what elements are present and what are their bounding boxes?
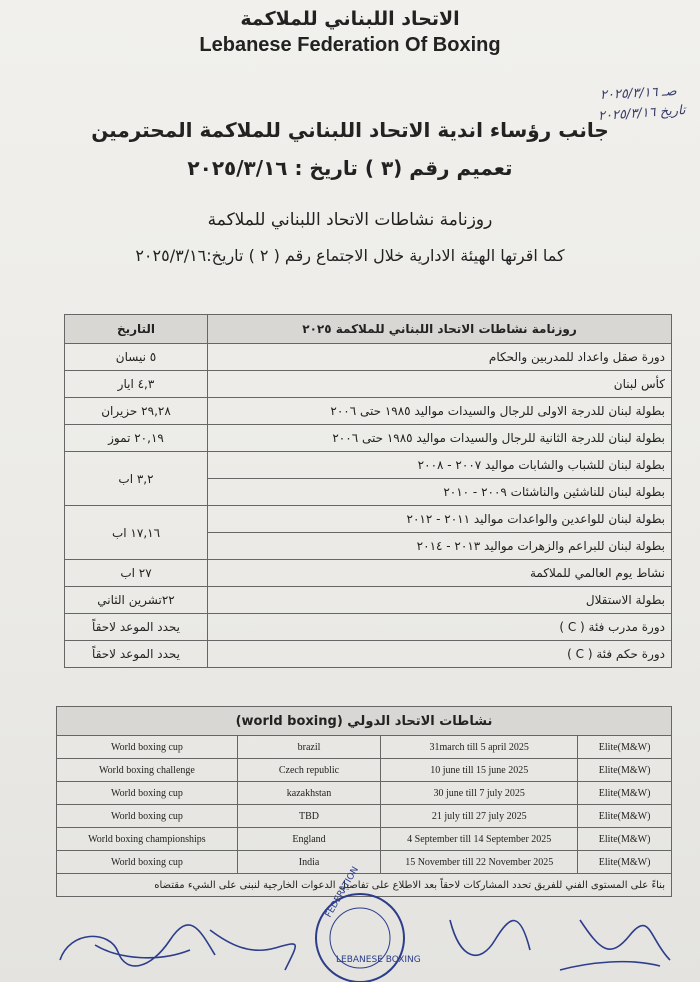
dates-cell: 10 june till 15 june 2025	[381, 759, 578, 782]
intl-header-row	[57, 707, 672, 736]
date-cell: ٥ نيسان	[65, 344, 208, 371]
header-arabic: الاتحاد اللبناني للملاكمة	[240, 8, 460, 30]
place-cell: TBD	[237, 805, 380, 828]
addressee-line: جانب رؤساء اندية الاتحاد اللبناني للملاكمة المحترمين	[91, 118, 609, 142]
header-date: التاريخ	[65, 315, 208, 344]
event-cell: World boxing cup	[57, 782, 238, 805]
date-cell: ٢٧ اب	[65, 560, 208, 587]
activity-cell: دورة مدرب فئة ( C )	[208, 614, 672, 641]
date-cell: ٢٠,١٩ تموز	[65, 425, 208, 452]
signature-left	[60, 925, 295, 970]
table-row	[65, 614, 672, 641]
table-header-row	[65, 315, 672, 344]
signature-right	[450, 920, 670, 970]
table-row	[65, 587, 672, 614]
activity-cell: بطولة لبنان للواعدين والواعدات مواليد ٢٠١١ - ٢٠١٢	[208, 506, 672, 533]
place-cell: kazakhstan	[237, 782, 380, 805]
table-row	[65, 371, 672, 398]
dates-cell: 30 june till 7 july 2025	[381, 782, 578, 805]
international-activities-table	[56, 706, 672, 897]
category-cell: Elite(M&W)	[578, 828, 672, 851]
activity-cell: نشاط يوم العالمي للملاكمة	[208, 560, 672, 587]
calendar-title: روزنامة نشاطات الاتحاد اللبناني للملاكمة	[207, 210, 493, 230]
table-row	[65, 344, 672, 371]
stamp-inner-text: LEBANESE BOXING	[336, 955, 421, 965]
table-row	[57, 736, 672, 759]
table-row	[65, 425, 672, 452]
calendar-subtitle: كما اقرتها الهيئة الادارية خلال الاجتماع رقم ( ٢ ) تاريخ:٢٠٢٥/٣/١٦	[135, 246, 565, 265]
note-row	[57, 874, 672, 897]
activity-cell: بطولة لبنان للناشئين والناشئات ٢٠٠٩ - ٢٠١٠	[208, 479, 672, 506]
category-cell: Elite(M&W)	[578, 782, 672, 805]
event-cell: World boxing cup	[57, 851, 238, 874]
date-cell: يحدد الموعد لاحقاً	[65, 614, 208, 641]
activity-cell: كأس لبنان	[208, 371, 672, 398]
activity-cell: بطولة لبنان للدرجة الاولى للرجال والسيدات مواليد ١٩٨٥ حتى ٢٠٠٦	[208, 398, 672, 425]
place-cell: England	[237, 828, 380, 851]
date-cell: ٢٩,٢٨ حزيران	[65, 398, 208, 425]
intl-header: نشاطات الاتحاد الدولي (world boxing)	[57, 707, 672, 736]
table-row	[57, 759, 672, 782]
place-cell: Czech republic	[237, 759, 380, 782]
dates-cell: 4 September till 14 September 2025	[381, 828, 578, 851]
category-cell: Elite(M&W)	[578, 805, 672, 828]
table-row	[57, 782, 672, 805]
place-cell: brazil	[237, 736, 380, 759]
table-row	[57, 805, 672, 828]
category-cell: Elite(M&W)	[578, 736, 672, 759]
activity-cell: بطولة لبنان للدرجة الثانية للرجال والسيدات مواليد ١٩٨٥ حتى ٢٠٠٦	[208, 425, 672, 452]
place-cell: India	[237, 851, 380, 874]
activity-cell: بطولة لبنان للشباب والشابات مواليد ٢٠٠٧ - ٢٠٠٨	[208, 452, 672, 479]
handwritten-date: تاريخ ٢٠٢٥/٣/١٦	[597, 102, 687, 125]
dates-cell: 31march till 5 april 2025	[381, 736, 578, 759]
circular-number: تعميم رقم (٣ ) تاريخ : ٢٠٢٥/٣/١٦	[187, 156, 513, 180]
activity-cell: دورة حكم فئة ( C )	[208, 641, 672, 668]
footnote: بناءً على المستوى الفني للفريق تحدد المشاركات لاحقاً بعد الاطلاع على تفاصيل الدعوات الخارجية لنبنى على الشيء مقتضاه	[57, 874, 672, 897]
event-cell: World boxing cup	[57, 736, 238, 759]
date-cell: ١٧,١٦ اب	[65, 506, 208, 560]
activity-cell: دورة صقل واعداد للمدربين والحكام	[208, 344, 672, 371]
date-cell: يحدد الموعد لاحقاً	[65, 641, 208, 668]
local-activities-table	[64, 314, 672, 668]
header-english: Lebanese Federation Of Boxing	[199, 34, 501, 56]
date-cell: ٣,٢ اب	[65, 452, 208, 506]
event-cell: World boxing challenge	[57, 759, 238, 782]
dates-cell: 21 july till 27 july 2025	[381, 805, 578, 828]
event-cell: World boxing cup	[57, 805, 238, 828]
activity-cell: بطولة لبنان للبراعم والزهرات مواليد ٢٠١٣ - ٢٠١٤	[208, 533, 672, 560]
category-cell: Elite(M&W)	[578, 851, 672, 874]
event-cell: World boxing championships	[57, 828, 238, 851]
date-cell: ٢٢تشرين الثاني	[65, 587, 208, 614]
date-cell: ٤,٣ ايار	[65, 371, 208, 398]
table-row	[65, 452, 672, 479]
table-row	[57, 851, 672, 874]
dates-cell: 15 November till 22 November 2025	[381, 851, 578, 874]
table-row	[65, 398, 672, 425]
header-activity: روزنامة نشاطات الاتحاد اللبناني للملاكمة ٢٠٢٥	[208, 315, 672, 344]
table-row	[65, 641, 672, 668]
category-cell: Elite(M&W)	[578, 759, 672, 782]
table-row	[65, 506, 672, 533]
handwritten-ref: صـ ٢٠٢٥/٣/١٦	[599, 84, 677, 103]
activity-cell: بطولة الاستقلال	[208, 587, 672, 614]
table-row	[57, 828, 672, 851]
table-row	[65, 560, 672, 587]
stamp-outer-text: FEDERATION	[323, 865, 361, 920]
